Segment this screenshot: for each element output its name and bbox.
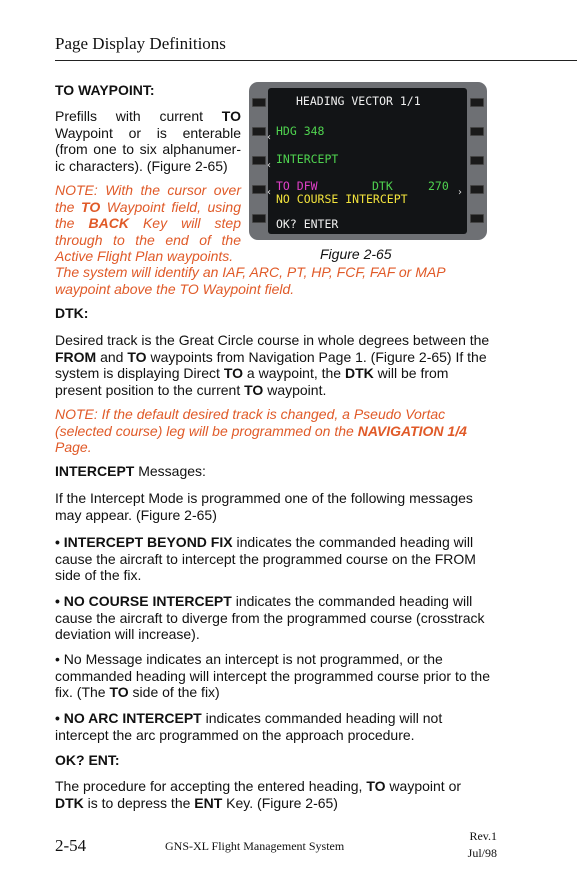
page-header-title: Page Display Definitions: [55, 34, 226, 53]
no-course-intercept-item: • NO COURSE INTERCEPT indicates the commanded heading will cause the aircraft to diverge from the programmed course (crosstrack deviation will increase).: [55, 593, 485, 642]
fms-to-waypoint-field[interactable]: TO DFW: [276, 179, 318, 193]
dtk-note: NOTE: If the default desired track is changed, a Pseudo Vortac (selected course) leg will be programmed on the NAVIGATION 1/4 Page.: [55, 406, 467, 455]
line-select-key-l3[interactable]: [252, 156, 266, 165]
line-select-key-l5[interactable]: [252, 214, 266, 223]
fms-hdg-field[interactable]: HDG 348: [276, 124, 325, 138]
fms-no-course-intercept-message: NO COURSE INTERCEPT: [276, 192, 408, 206]
revision-label: Rev.1: [469, 829, 497, 843]
line-select-key-r5[interactable]: [470, 214, 484, 223]
to-waypoint-note: NOTE: With the cursor over the TO Waypoint field, using the BACK Key will step through to the end of the Active Flight Plan waypoints.: [55, 182, 241, 264]
dtk-paragraph: Desired track is the Great Circle course in whole degrees between the FROM and TO waypoints from Navigation Page 1. (Figure 2-65) If the system is displaying Direct TO a waypoint, the DTK will be from present position to the current TO waypoint.: [55, 332, 490, 398]
figure-caption: Figure 2-65: [320, 246, 392, 262]
header-rule: [55, 60, 577, 61]
dtk-heading: DTK:: [55, 305, 89, 321]
no-message-item: • No Message indicates an intercept is not programmed, or the commanded heading will intercept the programmed course prior to the fix. (The TO side of the fix): [55, 651, 491, 700]
line-select-key-r2[interactable]: [470, 127, 484, 136]
to-waypoint-line-4: ic characters). (Figure 2-65): [55, 157, 228, 174]
fms-ok-enter-prompt[interactable]: OK? ENTER: [276, 217, 339, 231]
line-select-key-r3[interactable]: [470, 156, 484, 165]
intercept-intro: If the Intercept Mode is programmed one of the following messages may appear. (Figure 2-65): [55, 490, 473, 523]
manual-title: GNS-XL Flight Management System: [165, 839, 345, 853]
to-waypoint-description: [55, 108, 241, 174]
line-select-key-l2[interactable]: [252, 127, 266, 136]
fms-page-title: HEADING VECTOR 1/1: [296, 94, 421, 108]
left-arrow-icon: ‹: [267, 160, 271, 171]
to-waypoint-line-2: Waypoint or is enterable: [55, 124, 241, 141]
fms-display-screen: [268, 88, 467, 234]
revision-block: [468, 828, 497, 862]
intercept-heading: INTERCEPT Messages:: [55, 463, 206, 479]
intercept-beyond-fix-item: • INTERCEPT BEYOND FIX indicates the commanded heading will cause the aircraft to intercept the programmed course on the FROM side of the fix.: [55, 534, 476, 583]
fms-dtk-label: DTK: [372, 179, 393, 193]
to-waypoint-line-3: (from one to six alphanumer-: [55, 141, 241, 157]
page-number: 2-54: [55, 836, 87, 855]
right-arrow-icon: ›: [458, 187, 462, 198]
to-waypoint-heading: TO WAYPOINT:: [55, 82, 155, 98]
line-select-key-l4[interactable]: [252, 185, 266, 194]
line-select-key-r4[interactable]: [470, 185, 484, 194]
to-waypoint-line-1: Prefills with current TO: [55, 108, 241, 124]
ok-enter-heading: OK? ENT:: [55, 752, 120, 768]
fms-dtk-value[interactable]: 270: [428, 179, 449, 193]
line-select-key-l1[interactable]: [252, 98, 266, 107]
revision-date: Jul/98: [467, 846, 497, 860]
no-arc-intercept-item: • NO ARC INTERCEPT indicates commanded heading will not intercept the arc programmed on the approach procedure.: [55, 710, 443, 743]
to-waypoint-note-2: The system will identify an IAF, ARC, PT, HP, FCF, FAF or MAP waypoint above the TO Waypoint field.: [55, 264, 446, 297]
left-arrow-icon: ‹: [267, 187, 271, 198]
line-select-key-r1[interactable]: [470, 98, 484, 107]
ok-enter-paragraph: The procedure for accepting the entered heading, TO waypoint or DTK is to depress the ENT Key. (Figure 2-65): [55, 778, 462, 811]
left-arrow-icon: ‹: [267, 132, 271, 143]
fms-intercept-field[interactable]: INTERCEPT: [276, 152, 339, 166]
